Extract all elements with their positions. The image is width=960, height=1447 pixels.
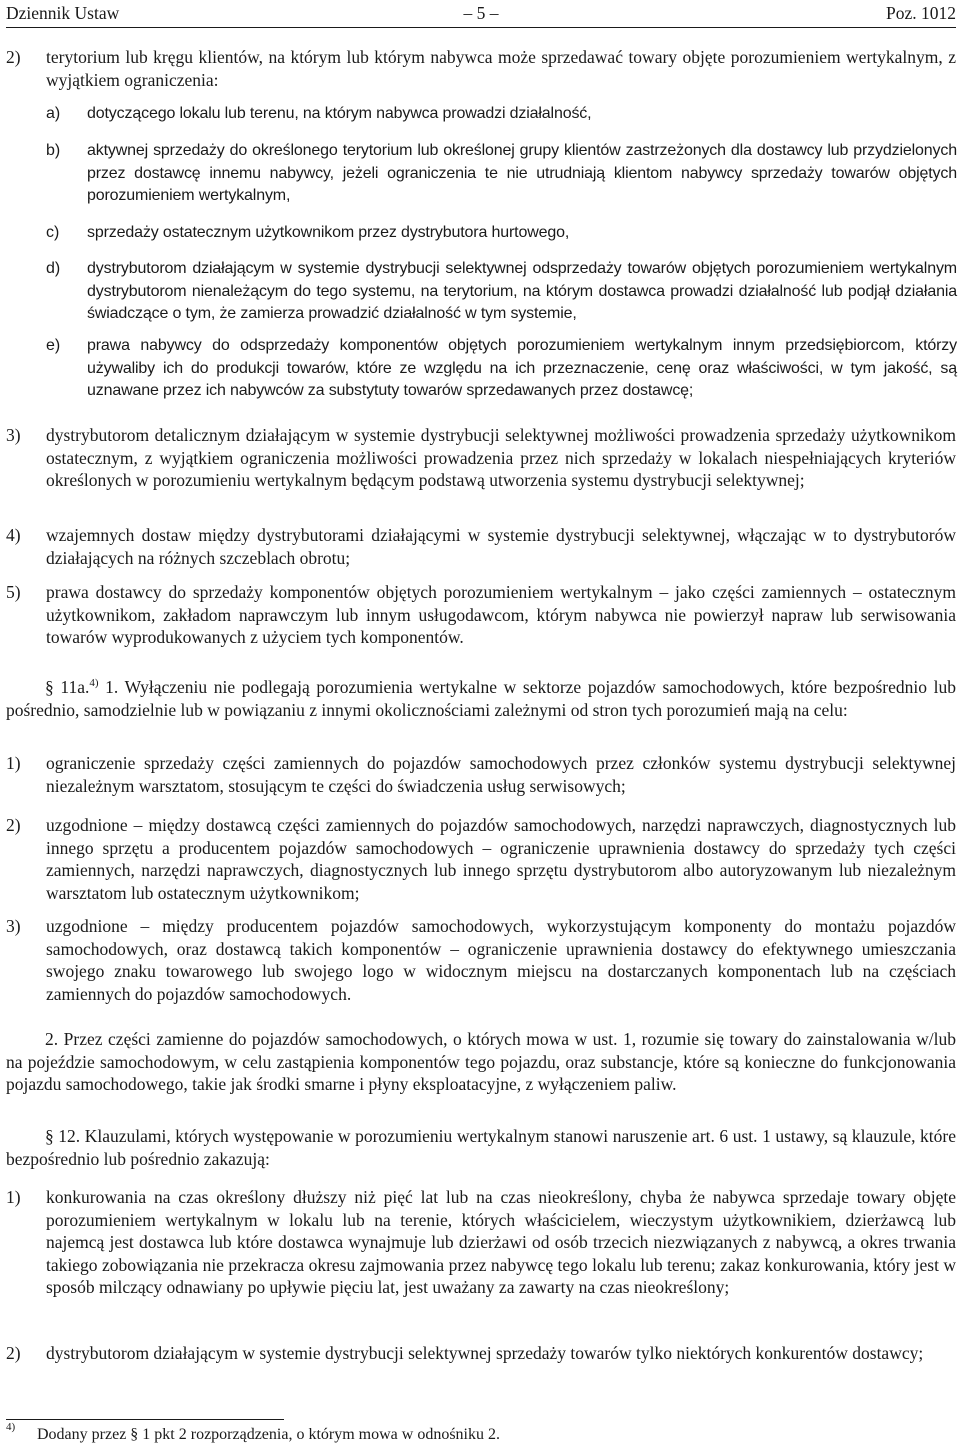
list-marker: d) — [46, 260, 61, 277]
page-number: – 5 – — [463, 3, 499, 23]
list-marker: 5) — [6, 582, 21, 602]
list-marker: a) — [46, 105, 61, 122]
header-rule — [6, 27, 956, 28]
list-item: terytorium lub kręgu klientów, na którym lub którym nabywca może sprzedawać towary objęte porozumieniem wertykalnym, z wyjątkiem ograniczenia: — [46, 47, 956, 90]
list-item: dystrybutorom działającym w systemie dystrybucji selektywnej odsprzedaży towarów objętych porozumieniem wertykalnym dystrybutorom nienależącym do tego systemu, na terytorium, na którym dostawca prowadzi działalność lub podjął działania świadczące o tym, że zamierza prowadzić działalność w tym systemie, — [87, 260, 957, 323]
footnote-reference[interactable]: 4) — [89, 677, 99, 690]
list-item: prawa dostawcy do sprzedaży komponentów objętych porozumieniem wertykalnym – jako części zamiennych – ostatecznym użytkownikom, zakładom naprawczym lub innym usługodawcom, którym nabywca nie powierzył napraw lub serwisowania towarów wyprodukowanych z użyciem tych komponentów. — [46, 582, 956, 648]
footnote-marker: 4) — [6, 1421, 16, 1433]
list-item: ograniczenie sprzedaży części zamiennych do pojazdów samochodowych przez członków systemu dystrybucji selektywnej niezależnym warsztatom, stosującym te części do świadczenia usług serwisowych; — [46, 753, 956, 796]
list-marker: e) — [46, 337, 61, 354]
list-marker: 2) — [6, 47, 21, 67]
page-header — [6, 0, 956, 26]
paragraph-number: § 11a. — [45, 677, 90, 697]
list-marker: 2) — [6, 1343, 21, 1363]
list-item: sprzedaży ostatecznym użytkownikom przez dystrybutora hurtowego, — [87, 224, 570, 241]
position-number: Poz. 1012 — [886, 3, 956, 23]
list-marker: 3) — [6, 916, 21, 936]
list-item: konkurowania na czas określony dłuższy niż pięć lat lub na czas nieokreślony, chyba że nabywca sprzedaje towary objęte porozumieniem wertykalnym w lokalu lub na terenie, których właścicielem, wieczystym użytkownikiem, dzierżawcą lub najemcą jest dostawca lub które dostawca wynajmuje lub dzierżawi od osób trzecich niezwiązanych z nabywcą, a okres trwania takiego zobowiązania nie przekracza okresu zajmowania przez nabywcę tego lokalu lub terenu; zakaz konkurowania, który jest w sposób milczący odnawiany po upływie pięciu lat, jest uważany za zawarty na czas nieokreślony; — [46, 1187, 956, 1298]
list-item: dystrybutorom detalicznym działającym w systemie dystrybucji selektywnej możliwości prowadzenia sprzedaży użytkownikom ostatecznym, z wyjątkiem ograniczenia możliwości prowadzenia przez nich sprzedaży w lokalach niespełniających kryteriów określonych w porozumieniu wertykalnym będącym podstawą utworzenia systemu dystrybucji selektywnej; — [46, 425, 956, 491]
paragraph-11a-1 — [6, 676, 956, 721]
footnote-text: Dodany przez § 1 pkt 2 rozporządzenia, o którym mowa w odnośniku 2. — [37, 1426, 500, 1443]
footnote-rule — [6, 1419, 284, 1420]
list-marker: 2) — [6, 815, 21, 835]
list-item: wzajemnych dostaw między dystrybutorami działającymi w systemie dystrybucji selektywnej, włączając w to dystrybutorów działających na różnych szczeblach obrotu; — [46, 525, 956, 568]
list-item: aktywnej sprzedaży do określonego terytorium lub określonej grupy klientów zastrzeżonych dla dostawcy lub przydzielonych przez dostawcę innemu nabywcy, jeżeli ograniczenia te nie utrudniają klientom nabywcy sprzedaży towarów objętych porozumieniem wertykalnym, — [87, 142, 957, 205]
list-marker: 3) — [6, 425, 21, 445]
list-marker: b) — [46, 142, 61, 159]
list-marker: 4) — [6, 525, 21, 545]
list-item: dystrybutorom działającym w systemie dystrybucji selektywnej sprzedaży towarów tylko niektórych konkurentów dostawcy; — [46, 1343, 924, 1363]
list-item: dotyczącego lokalu lub terenu, na którym nabywca prowadzi działalność, — [87, 105, 592, 122]
paragraph-11a-2: 2. Przez części zamienne do pojazdów samochodowych, o których mowa w ust. 1, rozumie się towary do zainstalowania w/lub na pojeździe samochodowym, w celu zastąpienia komponentów tego pojazdu, oraz substancje, które są konieczne do funkcjonowania pojazdu samochodowego, takie jak środki smarne i płyny eksploatacyjne, z wyłączeniem paliw. — [6, 1029, 956, 1095]
list-item: uzgodnione – między producentem pojazdów samochodowych, wykorzystującym komponenty do montażu pojazdów samochodowych, oraz dostawcą takich komponentów – ograniczenie uprawnienia dostawcy do efektywnego umieszczania swojego znaku towarowego lub swojego logo w widocznym miejscu na dostarczanych komponentach lub na częściach zamiennych do pojazdów samochodowych. — [46, 916, 956, 1004]
list-marker: c) — [46, 224, 60, 241]
list-item: prawa nabywcy do odsprzedaży komponentów objętych porozumieniem wertykalnym innym przedsiębiorcom, którzy używaliby ich do produkcji towarów, które ze względu na ich przeznaczenie, cenę oraz właściwości, w tym jakość, są uznawane przez ich nabywców za substytuty towarów sprzedawanych przez dostawcę; — [87, 337, 957, 400]
paragraph-text: 1. Wyłączeniu nie podlegają porozumienia wertykalne w sektorze pojazdów samochodowych, które bezpośrednio lub pośrednio, samodzielnie lub w powiązaniu z innymi okolicznościami zależnymi od stron tych porozumień mają na celu: — [6, 677, 956, 720]
list-marker: 1) — [6, 1187, 21, 1207]
list-marker: 1) — [6, 753, 21, 773]
paragraph-12: § 12. Klauzulami, których występowanie w porozumieniu wertykalnym stanowi naruszenie art. 6 ust. 1 ustawy, są klauzule, które bezpośrednio lub pośrednio zakazują: — [6, 1126, 956, 1169]
list-item: uzgodnione – między dostawcą części zamiennych do pojazdów samochodowych, narzędzi naprawczych, diagnostycznych lub innego sprzętu a producentem pojazdów samochodowych – ograniczenie uprawnienia dostawcy do sprzedaży tych części zamiennych, narzędzi naprawczych, diagnostycznych lub innego sprzętu dystrybutorom albo autoryzowanym lub niezależnym warsztatom lub ostatecznym użytkownikom; — [46, 815, 956, 903]
journal-title: Dziennik Ustaw — [6, 3, 120, 23]
